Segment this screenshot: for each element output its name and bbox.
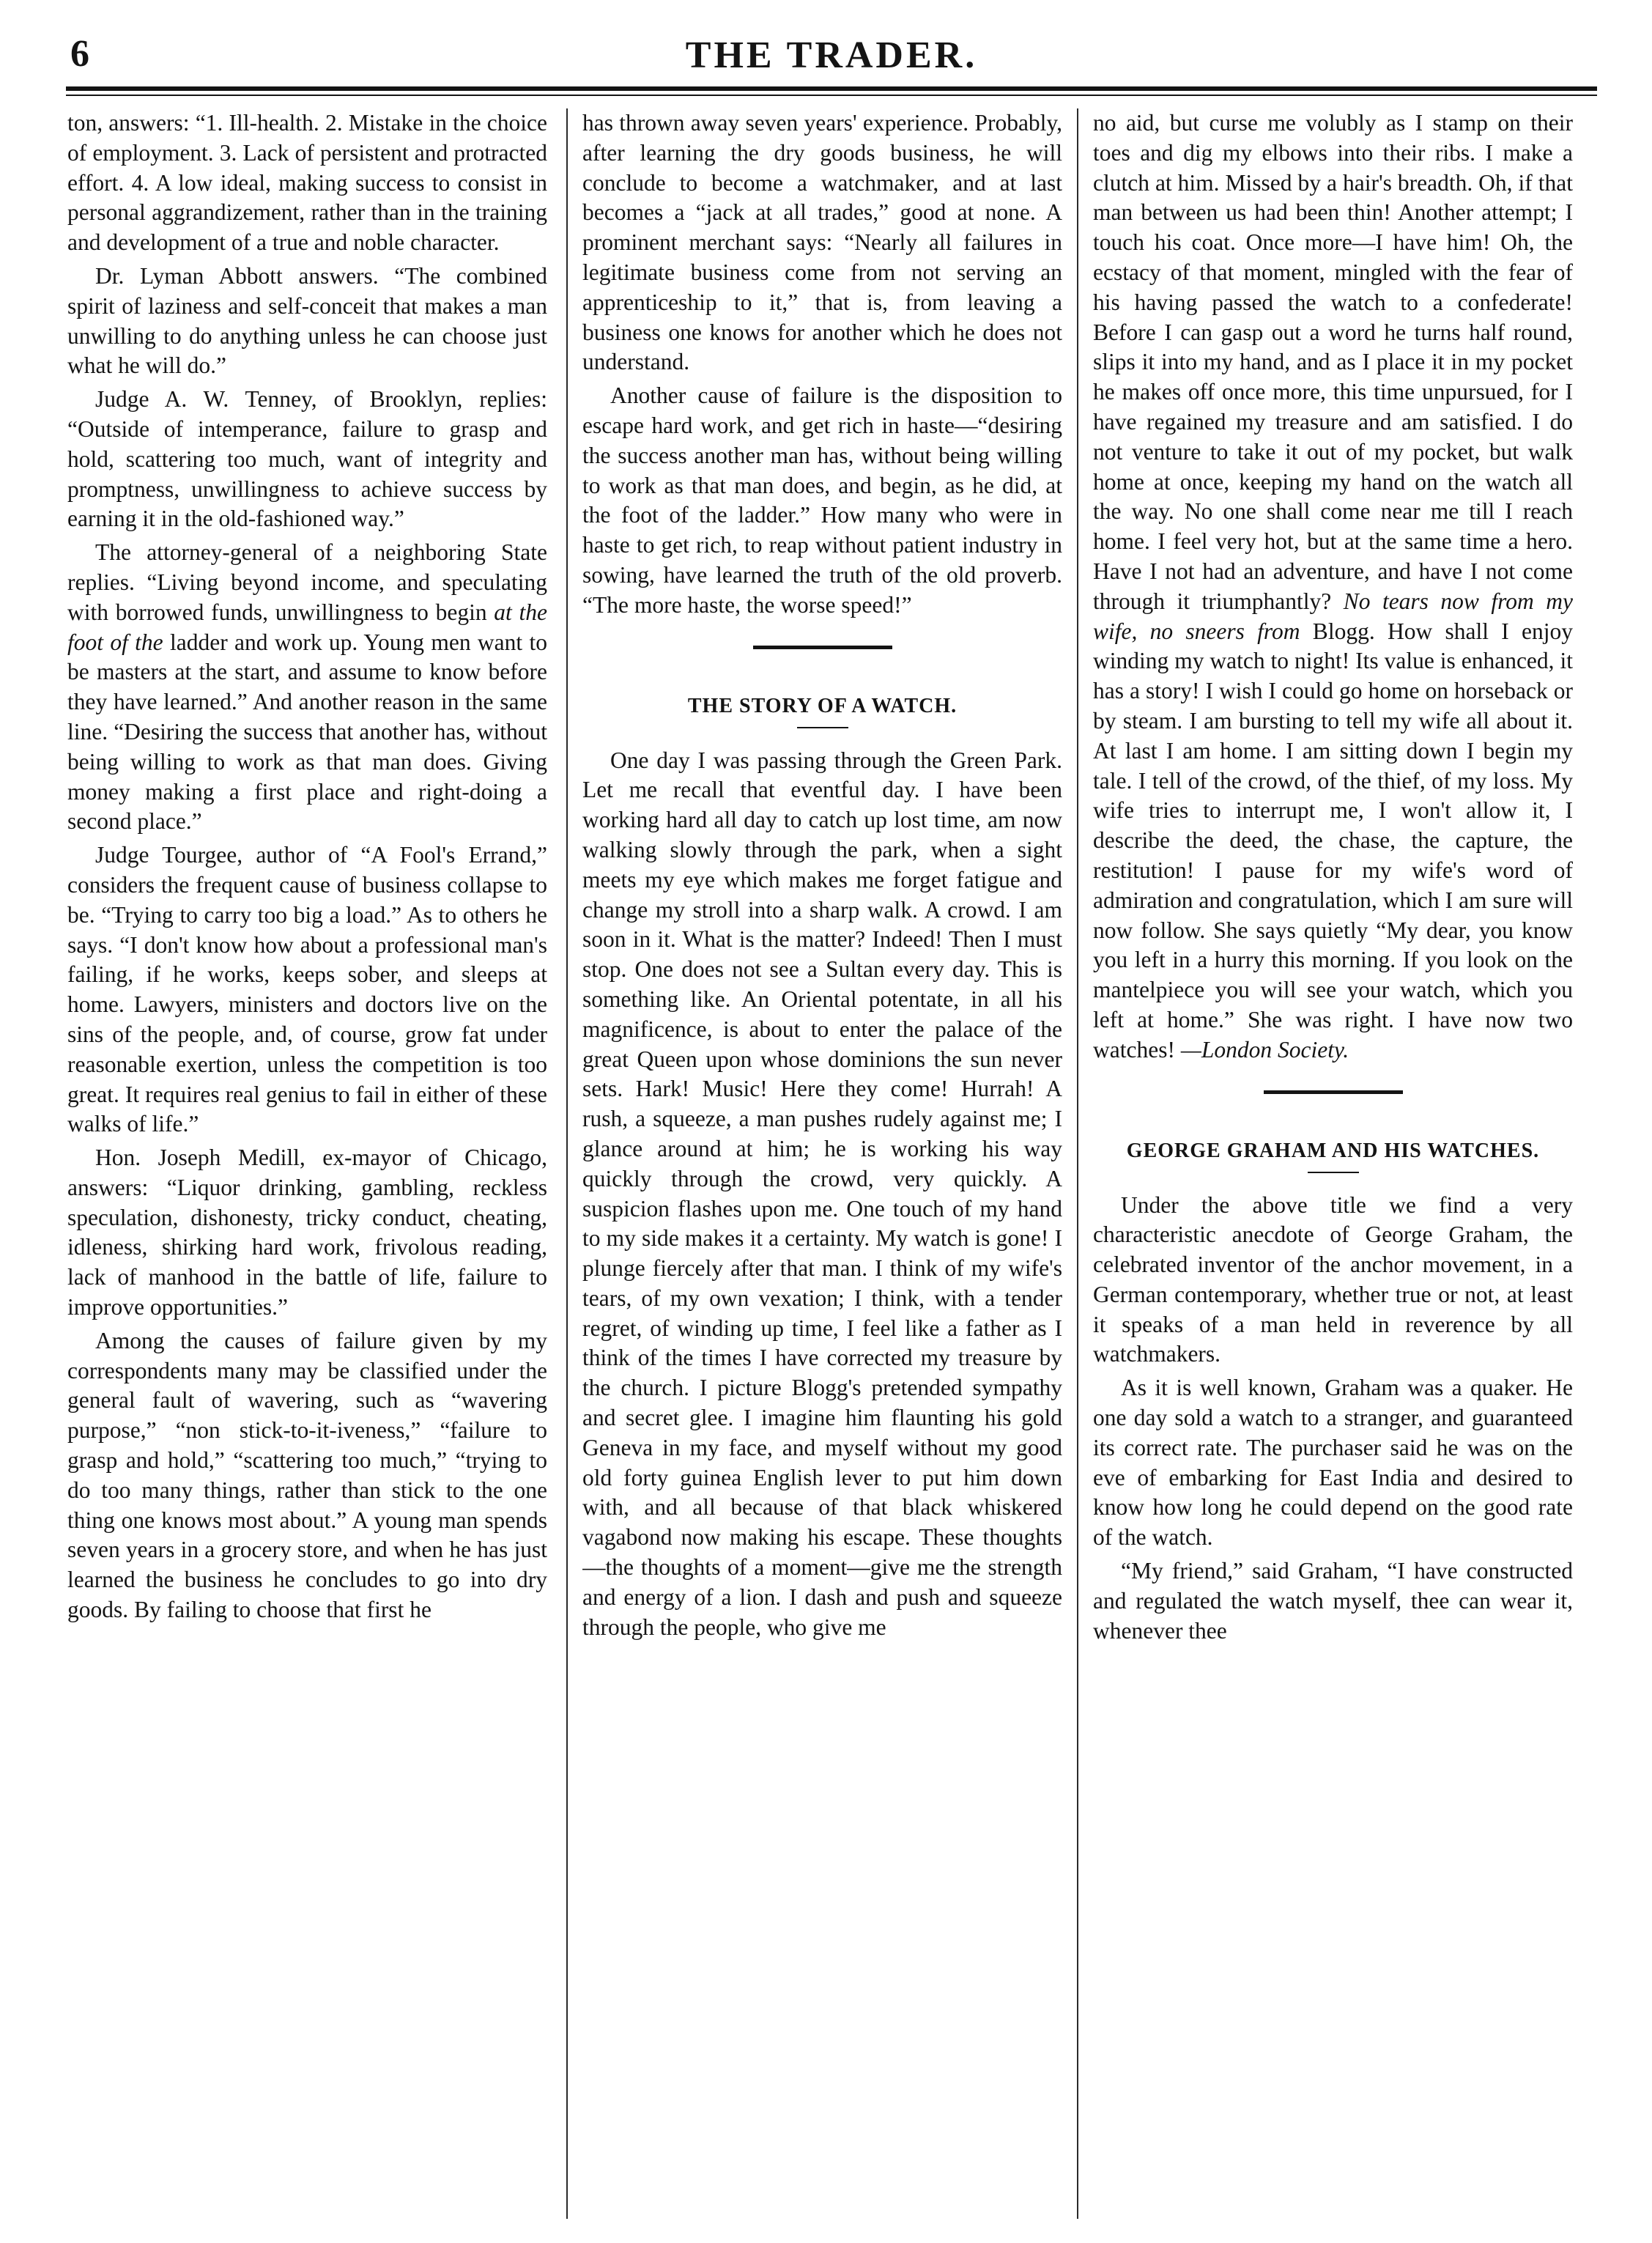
masthead-title: THE TRADER.: [685, 34, 978, 76]
section-separator: [753, 646, 892, 649]
column-divider: [566, 108, 568, 2219]
section-separator: [1264, 1090, 1403, 1094]
column-1: [67, 108, 547, 2219]
header-rule: [66, 86, 1597, 91]
page-header: [66, 22, 1597, 95]
page-number: 6: [70, 33, 89, 75]
column-2: [582, 108, 1062, 2219]
text-run: The attorney-general of a neighboring State replies. “Living beyond income, and speculating with borrowed funds, unwillingness to begin: [67, 539, 547, 625]
paragraph: Judge A. W. Tenney, of Brooklyn, replies: “Outside of intemperance, failure to grasp and hold, scattering too much, want of integrity and promptness, unwillingness to achieve success by earning it in the old-fashioned way.”: [67, 386, 547, 532]
text-run: ladder and work up. Young men want to be masters at the start, and assume to know before they have learned.” And another reason in the same line. “Desiring the success that another has, without being willing to work as that man does. Giving money making a first place and right-doing a second place.”: [67, 629, 547, 835]
header-rule-thin: [66, 95, 1597, 96]
article-heading-story-of-a-watch: THE STORY OF A WATCH.: [687, 694, 958, 717]
paragraph: Judge Tourgee, author of “A Fool's Errand,” considers the frequent cause of business collapse to be. “Trying to carry too big a load.” As to others he says. “I don't know how about a professional man's failing, if he works, keeps sober, and sleeps at home. Lawyers, ministers and doctors live on the sins of the people, and, of course, grow fat under reasonable exertion, unless the competition is too great. It requires real genius to fail in either of these walks of life.”: [67, 842, 547, 1137]
column-3: [1093, 108, 1573, 2219]
text-run: Blogg. How shall I enjoy winding my watch to night! Its value is enhanced, it has a story! I wish I could go home on horseback or by steam. I am bursting to tell my wife all about it. At last I am home. I am sitting down I begin my tale. I tell of the crowd, of the thief, of my loss. My wife tries to interrupt me, I won't allow it, I describe the deed, the chase, the capture, the restitution! I pause for my wife's word of admiration and congratulation, which I am sure will now follow. She says quietly “My dear, you know you left in a hurry this morning. If you look on the mantelpiece you will see your watch, which you left at home.” She was right. I have now two watches!: [1093, 618, 1573, 1063]
paragraph: Another cause of failure is the disposition to escape hard work, and get rich in haste—“desiring the success another man has, without being willing to work as that man does, and begin, as he did, at the foot of the ladder.” How many who were in haste to get rich, to reap without patient industry in sowing, have learned the truth of the old proverb. “The more haste, the worse speed!”: [582, 383, 1062, 618]
paragraph: “My friend,” said Graham, “I have constructed and regulated the watch myself, thee can wear it, whenever thee: [1093, 1558, 1573, 1644]
paragraph: Under the above title we find a very characteristic anecdote of George Graham, the celebrated inventor of the anchor movement, in a German contemporary, whether true or not, at least it speaks of a man held in reverence by all watchmakers.: [1093, 1191, 1573, 1367]
paragraph: [1093, 108, 1573, 1065]
paragraph: has thrown away seven years' experience. Probably, after learning the dry goods business, he will conclude to become a watchmaker, and at last becomes a “jack at all trades,” good at none. A prominent merchant says: “Nearly all failures in legitimate business come from not serving an apprenticeship to it,” that is, from leaving a business one knows for another which he does not understand.: [582, 110, 1062, 375]
article-heading-george-graham: GEORGE GRAHAM AND HIS WATCHES.: [1126, 1139, 1540, 1162]
heading-underline: [1308, 1172, 1359, 1173]
heading-underline: [797, 727, 848, 728]
paragraph: [67, 538, 547, 837]
italic-text-run: No tears now from my wife, no sneers from: [1093, 588, 1573, 644]
text-run: no aid, but curse me volubly as I stamp on their toes and dig my elbows into their ribs. I make a clutch at him. Missed by a hair's breadth. Oh, if that man between us had been thin! Another attempt; I touch his coat. Once more—I have him! Oh, the ecstacy of that moment, mingled with the fear of his having passed the watch to a confederate! Before I can gasp out a word he turns half round, slips it into my hand, and as I place it in my pocket he makes off once more, this time unpursued, for I have regained my treasure and am satisfied. I do not venture to take it out of my pocket, but walk home at once, keeping my hand on the watch all the way. No one shall come near me till I reach home. I feel very hot, but at the same time a hero. Have I not had an adventure, and have I not come through it triumphantly?: [1093, 110, 1573, 614]
paragraph: As it is well known, Graham was a quaker. He one day sold a watch to a stranger, and guaranteed its correct rate. The purchaser said he was on the eve of embarking for East India and desired to know how long he could depend on the good rate of the watch.: [1093, 1375, 1573, 1551]
paragraph: Among the causes of failure given by my correspondents many may be classified under the general fault of wavering, such as “wavering purpose,” “non stick-to-it-iveness,” “failure to grasp and hold,” “scattering too much,” “trying to do too many things, rather than stick to the one thing one knows most about.” A young man spends seven years in a grocery store, and when he has just learned the business he concludes to go into dry goods. By failing to choose that first he: [67, 1327, 547, 1623]
paragraph: One day I was passing through the Green Park. Let me recall that eventful day. I have been working hard all day to catch up lost time, am now walking slowly through the park, when a sight meets my eye which makes me forget fatigue and change my stroll into a sharp walk. A crowd. I am soon in it. What is the matter? Indeed! Then I must stop. One does not see a Sultan every day. This is something like. An Oriental potentate, in all his magnificence, is about to enter the palace of the great Queen upon whose dominions the sun never sets. Hark! Music! Here they come! Hurrah! A rush, a squeeze, a man pushes rudely against me; I glance around at him; he is working his way quickly through the crowd, very quickly. A suspicion flashes upon me. One touch of my hand to my side makes it a certainty. My watch is gone! I plunge fiercely after that man. I think of my wife's tears, of my own vexation; I think, with a tender regret, of winding up time, I feel like a father as I think of the times I have corrected my treasure by the church. I picture Blogg's pretended sympathy and secret glee. I imagine him flaunting his gold Geneva in my face, and myself without my good old forty guinea English lever to put him down with, and all because of that black whiskered vagabond now making his escape. These thoughts—the thoughts of a moment—give me the strength and energy of a lion. I dash and push and squeeze through the people, who give me: [582, 747, 1062, 1640]
column-divider: [1077, 108, 1078, 2219]
paragraph: Dr. Lyman Abbott answers. “The combined spirit of laziness and self-conceit that makes a man unwilling to do anything unless he can choose just what he will do.”: [67, 262, 547, 379]
paragraph: ton, answers: “1. Ill-health. 2. Mistake in the choice of employment. 3. Lack of persistent and protracted effort. 4. A low ideal, making success to consist in personal aggrandizement, rather than in the training and development of a true and noble character.: [67, 110, 547, 256]
paragraph: Hon. Joseph Medill, ex-mayor of Chicago, answers: “Liquor drinking, gambling, reckless speculation, dishonesty, tricky conduct, cheating, idleness, shirking hard work, frivolous reading, lack of manhood in the battle of life, failure to improve opportunities.”: [67, 1145, 547, 1320]
italic-text-run: at the foot of the: [67, 599, 547, 655]
source-attribution: —London Society.: [1180, 1036, 1349, 1063]
